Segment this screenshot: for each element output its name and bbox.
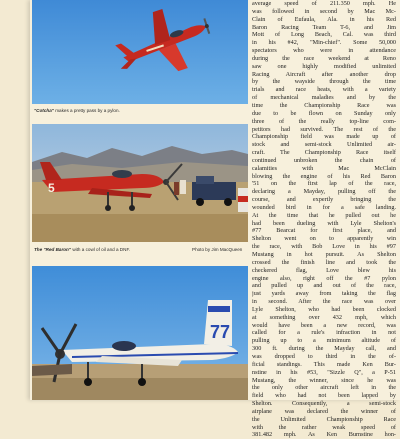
article-line: crossed the finish line and took the — [252, 258, 396, 266]
article-line: the only other aircraft left in the — [252, 384, 396, 392]
article-line: airplane was declared the winner of — [252, 407, 396, 415]
article-line: the Unlimited Championship Race — [252, 415, 396, 423]
article-line: pulling up to a minimum altitude of — [252, 337, 396, 345]
article-line: Lyle Shelton, who had been clocked — [252, 305, 396, 313]
article-line: blowing the engine of his Red Baron — [252, 172, 396, 180]
parked-aircraft — [32, 364, 72, 376]
article-line: average speed of 211.350 mph. He — [252, 0, 396, 7]
photo-red-baron — [32, 124, 248, 242]
article-line: in his #42, "Min-chief". Some 50,000 — [252, 39, 396, 47]
photo2-caption-text: with a cowl of oil and a DNF. — [72, 247, 131, 252]
article-line: in second. After the race was over — [252, 298, 396, 306]
magazine-page — [30, 0, 400, 439]
photo1-caption-text: makes a pretty pass by a pylon. — [55, 108, 120, 113]
photo2-credit: Photo by Jim MacQueen — [192, 247, 243, 252]
article-line: wounded bird in for a safe landing. — [252, 203, 396, 211]
article-line: three of the really top-line com- — [252, 117, 396, 125]
photo2-caption-title: The "Red Baron" — [34, 247, 72, 252]
race-number-77: 77 — [210, 322, 231, 342]
article-line: during the race weekend at Reno — [252, 54, 396, 62]
article-line: time the Championship Race was — [252, 101, 396, 109]
article-line: '51 on the first lap of the race, — [252, 180, 396, 188]
article-line: would have been a new record, was — [252, 321, 396, 329]
photo-bearcat-77 — [32, 266, 248, 400]
article-line: 381.482 mph. As Ken Burnstine hon- — [252, 431, 396, 439]
article-line: saw one highly modified unlimited — [252, 62, 396, 70]
article-line: ficial standings. This made Ken Bur- — [252, 360, 396, 368]
article-line: called for a rule's infraction in not — [252, 329, 396, 337]
article-line: course, and expertly bringing the — [252, 196, 396, 204]
article-line: craft. The Championship Race itself — [252, 149, 396, 157]
article-line: spectators who were in attendance — [252, 47, 396, 55]
article-line: 300 ft. during the Mayday call, and — [252, 345, 396, 353]
photo1-caption-title: "Cotcha" — [34, 108, 54, 113]
photo2-caption — [34, 247, 130, 252]
article-line: just yards away from taking the flag — [252, 290, 396, 298]
race-number-5: 5 — [48, 181, 55, 195]
photo1-caption — [34, 108, 120, 113]
article-line: #77 Bearcat for first place, and — [252, 227, 396, 235]
article-line: of mechanical maladies and by the — [252, 94, 396, 102]
article-line: Shelton. Consequently, a semi-stock — [252, 400, 396, 408]
article-line: by the wayside through the time — [252, 78, 396, 86]
article-text-column — [252, 0, 396, 439]
article-line: Mustang, the winner, since he was — [252, 376, 396, 384]
article-line: at something over 432 mph, which — [252, 313, 396, 321]
article-line: was followed in second by Mac Mc- — [252, 7, 396, 15]
article-line: with the rather weak speed of — [252, 423, 396, 431]
article-line: field who had not been lapped by — [252, 392, 396, 400]
article-line: due to be flown on Sunday only — [252, 109, 396, 117]
article-line: At the time that he pulled out he — [252, 211, 396, 219]
article-line: stock and semi-stock Unlimited air- — [252, 141, 396, 149]
article-line: Mustang in hot pursuit. As Shelton — [252, 251, 396, 258]
article-line: calamities with Mac McClain — [252, 164, 396, 172]
article-line: trials and race heats, with a variety — [252, 86, 396, 94]
article-line: and pulled up and out of the race, — [252, 282, 396, 290]
article-line: continued unbroken the chain of — [252, 156, 396, 164]
article-line: Mott of Long Beach, Cal. was third — [252, 31, 396, 39]
article-line: had been dueling with Lyle Shelton's — [252, 219, 396, 227]
photo-cotcha-racer — [32, 0, 248, 104]
article-line: the race, with Bob Love in his #97 — [252, 243, 396, 251]
article-line: engine also, right off the #7 pylon — [252, 274, 396, 282]
article-line: Clain of Eufaula, Ala. in his Red — [252, 15, 396, 23]
article-line: declaring a Mayday, pulling off the — [252, 188, 396, 196]
article-line: Shelton went on to apparently win — [252, 235, 396, 243]
article-line: checkered flag, Love blew his — [252, 266, 396, 274]
article-line: Racing Aircraft after another drop — [252, 70, 396, 78]
article-line: Championship field was made up of — [252, 133, 396, 141]
article-line: was dropped to third in the of- — [252, 352, 396, 360]
article-line: petitors had survived. The rest of the — [252, 125, 396, 133]
article-line: Baron Racing Team T-6, and Jim — [252, 23, 396, 31]
article-line: nstine in his #53, "Sizzle Q", a P-51 — [252, 368, 396, 376]
